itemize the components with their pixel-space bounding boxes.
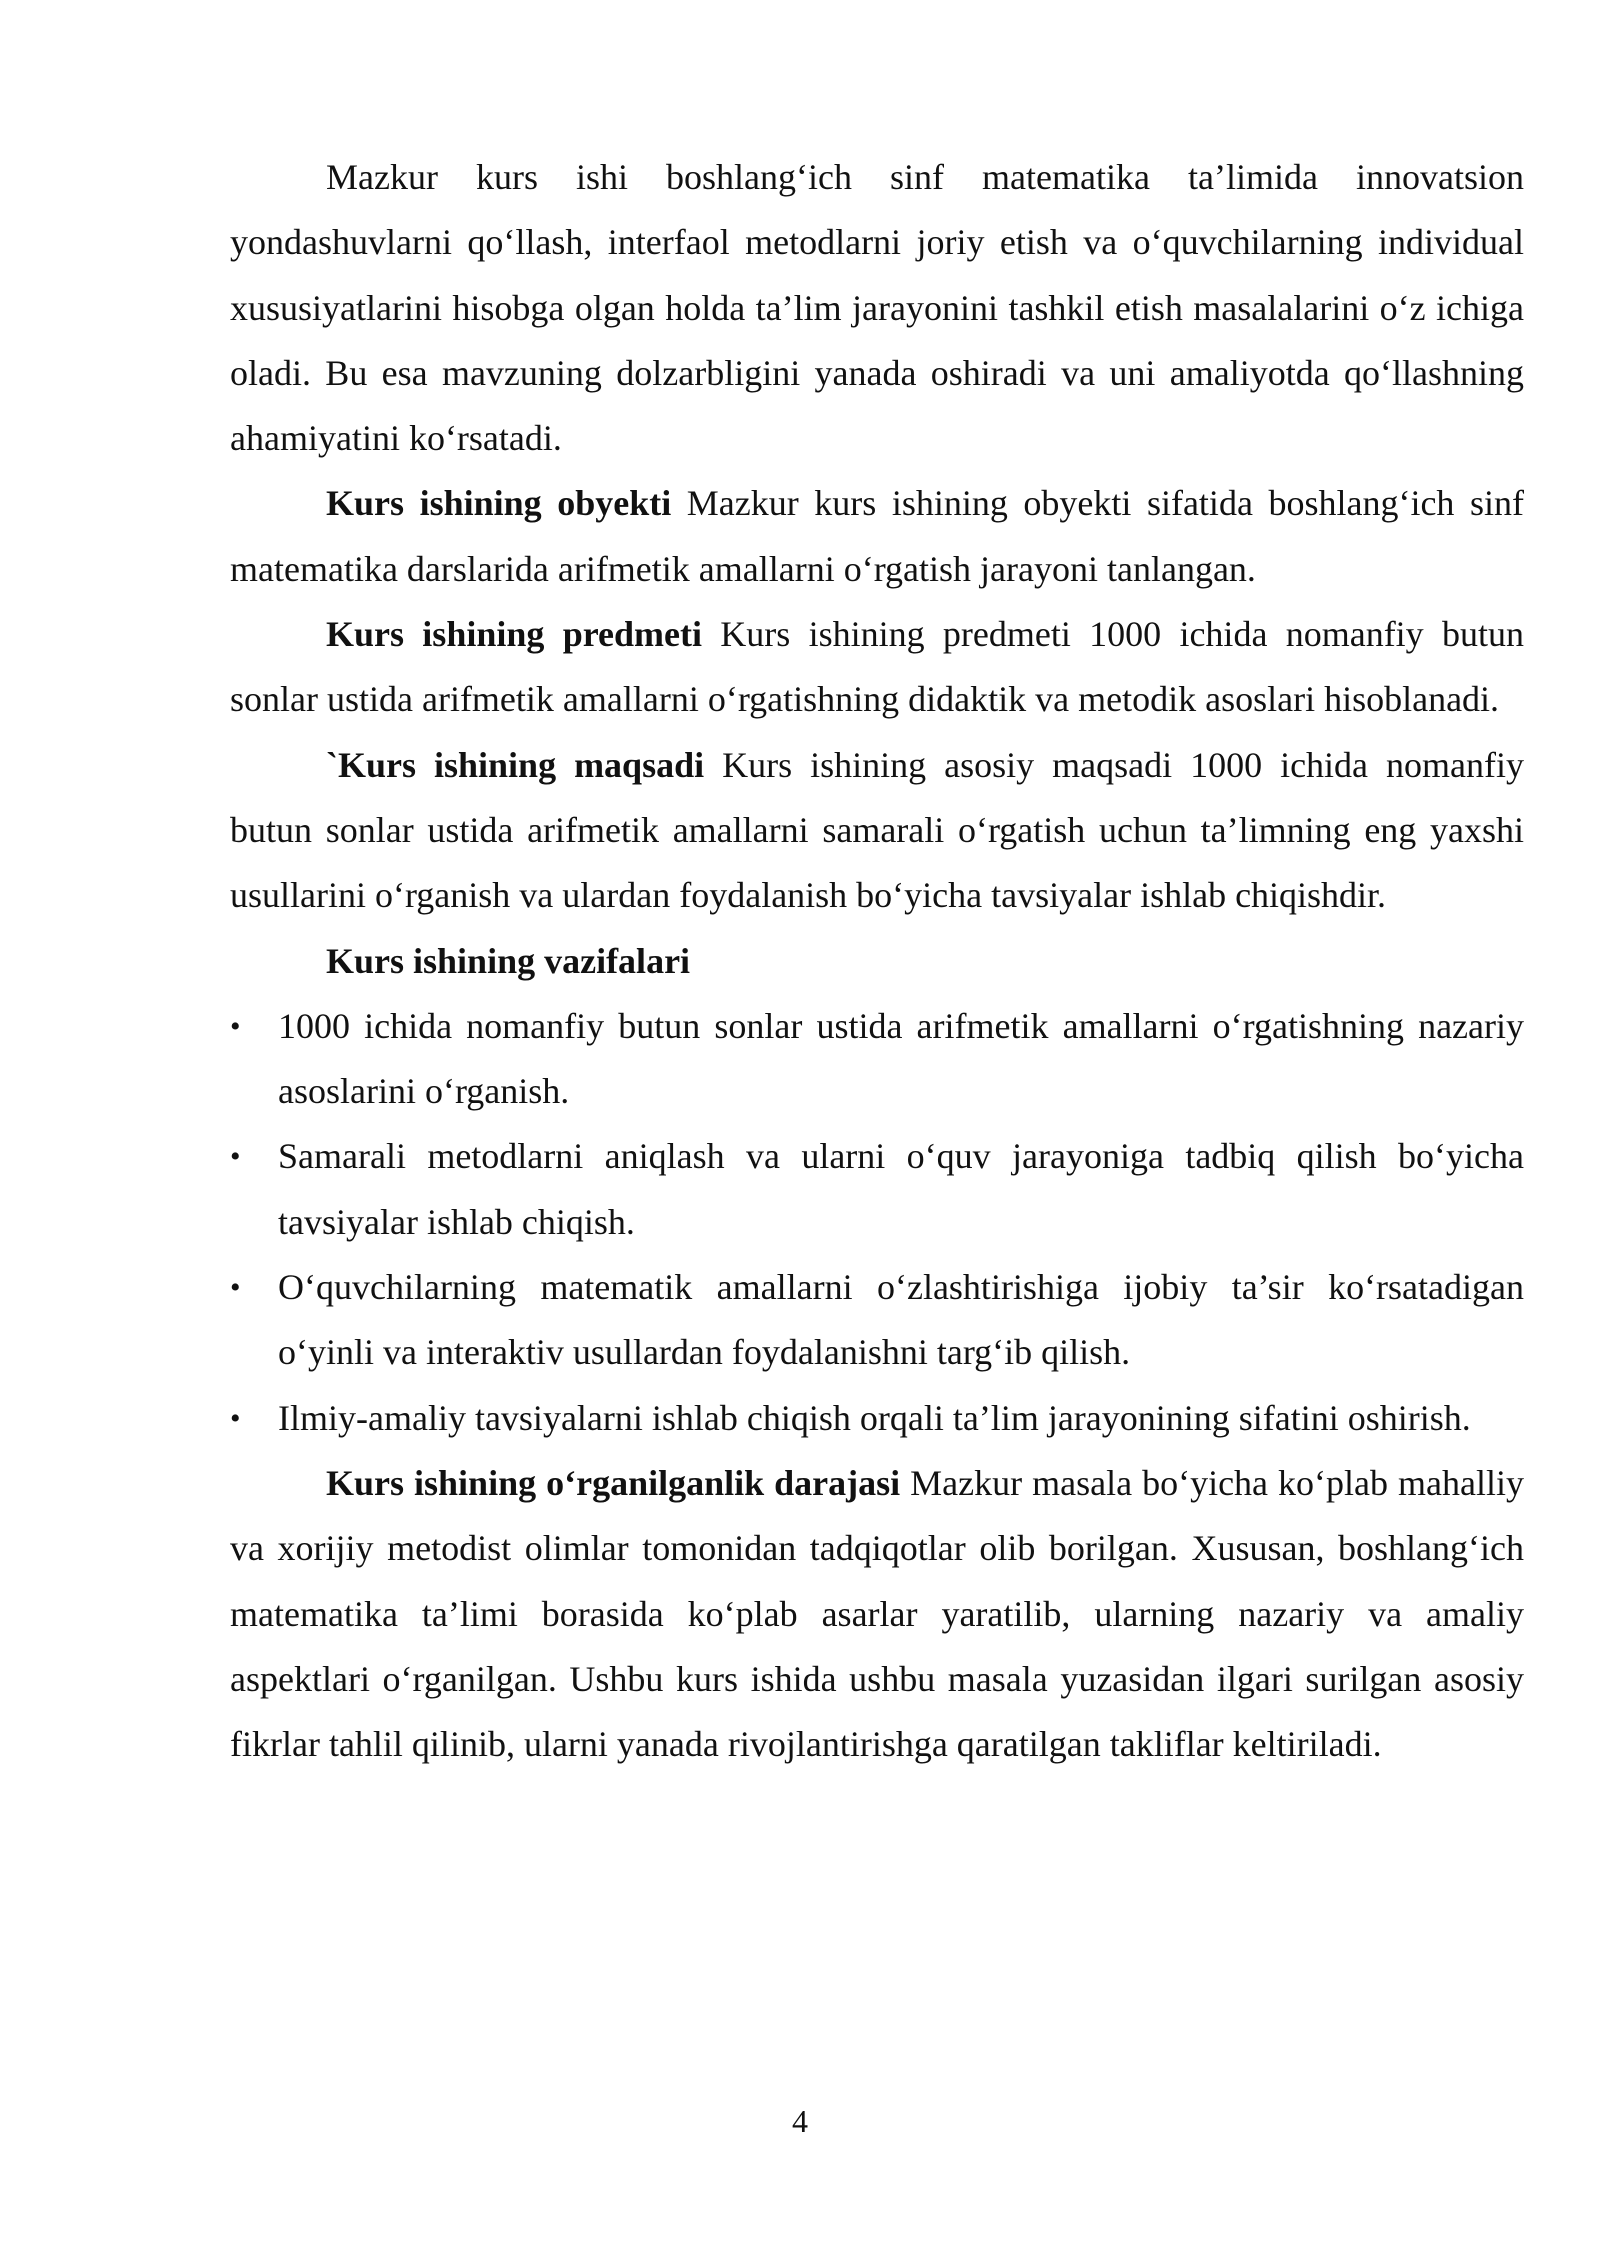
list-item-text: Samarali metodlarni aniqlash va ularni o‘quv jarayoniga tadbiq qilish bo‘yicha tavsiyalar ishlab chiqish. (278, 1136, 1524, 1242)
bullet-icon: • (230, 1009, 241, 1043)
list-item (230, 994, 1524, 1125)
goal-text: Kurs ishining asosiy maqsadi 1000 ichida nomanfiy butun sonlar ustida arifmetik amallarni samarali o‘rgatish uchun ta’limning eng yaxshi usullarini o‘rganish va ulardan foydalanish bo‘yicha tavsiyalar ishlab chiqishdir. (230, 744, 1525, 916)
subject-text: Kurs ishining predmeti 1000 ichida nomanfiy butun sonlar ustida arifmetik amallarni o‘rgatishning didaktik va metodik asoslari hisoblanadi. (230, 614, 1524, 720)
page-number: 4 (792, 2103, 808, 2139)
list-item (230, 1124, 1524, 1255)
study-level-heading: Kurs ishining o‘rganilganlik darajasi (326, 1462, 901, 1503)
tasks-heading: Kurs ishining vazifalari (326, 940, 691, 981)
list-item (230, 1386, 1524, 1451)
tasks-heading-paragraph (230, 929, 1524, 994)
study-level-paragraph (230, 1451, 1524, 1777)
bullet-icon: • (230, 1401, 241, 1435)
list-item-text: O‘quvchilarning matematik amallarni o‘zlashtirishiga ijobiy ta’sir ko‘rsatadigan o‘yinli va interaktiv usullardan foydalanishni targ‘ib qilish. (278, 1267, 1524, 1373)
tasks-list (230, 994, 1524, 1451)
study-level-text: Mazkur masala bo‘yicha ko‘plab mahalliy va xorijiy metodist olimlar tomonidan tadqiqotlar olib borilgan. Xususan, boshlang‘ich matematika ta’limi borasida ko‘plab asarlar yaratilib, ularning nazariy va amaliy aspektlari o‘rganilgan. Ushbu kurs ishida ushbu masala yuzasidan ilgari surilgan asosiy fikrlar tahlil qilinib, ularni yanada rivojlantirishga qaratilgan takliflar keltiriladi. (230, 1462, 1524, 1765)
object-text: Mazkur kurs ishining obyekti sifatida boshlang‘ich sinf matematika darslarida arifmetik amallarni o‘rgatish jarayoni tanlangan. (230, 483, 1524, 589)
list-item-text: 1000 ichida nomanfiy butun sonlar ustida arifmetik amallarni o‘rgatishning nazariy asoslarini o‘rganish. (278, 1005, 1524, 1112)
object-heading: Kurs ishining obyekti (326, 483, 672, 524)
goal-heading: `Kurs ishining maqsadi (326, 744, 705, 785)
object-paragraph (230, 471, 1524, 602)
subject-paragraph (230, 602, 1524, 733)
subject-heading: Kurs ishining predmeti (326, 614, 702, 655)
list-item (230, 1255, 1524, 1386)
list-item-text: Ilmiy-amaliy tavsiyalarni ishlab chiqish orqali ta’lim jarayonining sifatini oshirish. (278, 1397, 1471, 1438)
intro-paragraph: Mazkur kurs ishi boshlang‘ich sinf matematika ta’limida innovatsion yondashuvlarni qo‘llash, interfaol metodlarni joriy etish va o‘quvchilarning individual xususiyatlarini hisobga olgan holda ta’lim jarayonini tashkil etish masalalarini o‘z ichiga oladi. Bu esa mavzuning dolzarbligini yanada oshiradi va uni amaliyotda qo‘llashning ahamiyatini ko‘rsatadi. (230, 157, 1524, 459)
bullet-icon: • (230, 1271, 241, 1305)
goal-paragraph (230, 733, 1524, 929)
bullet-icon: • (230, 1140, 241, 1174)
document-body (230, 145, 1524, 1777)
